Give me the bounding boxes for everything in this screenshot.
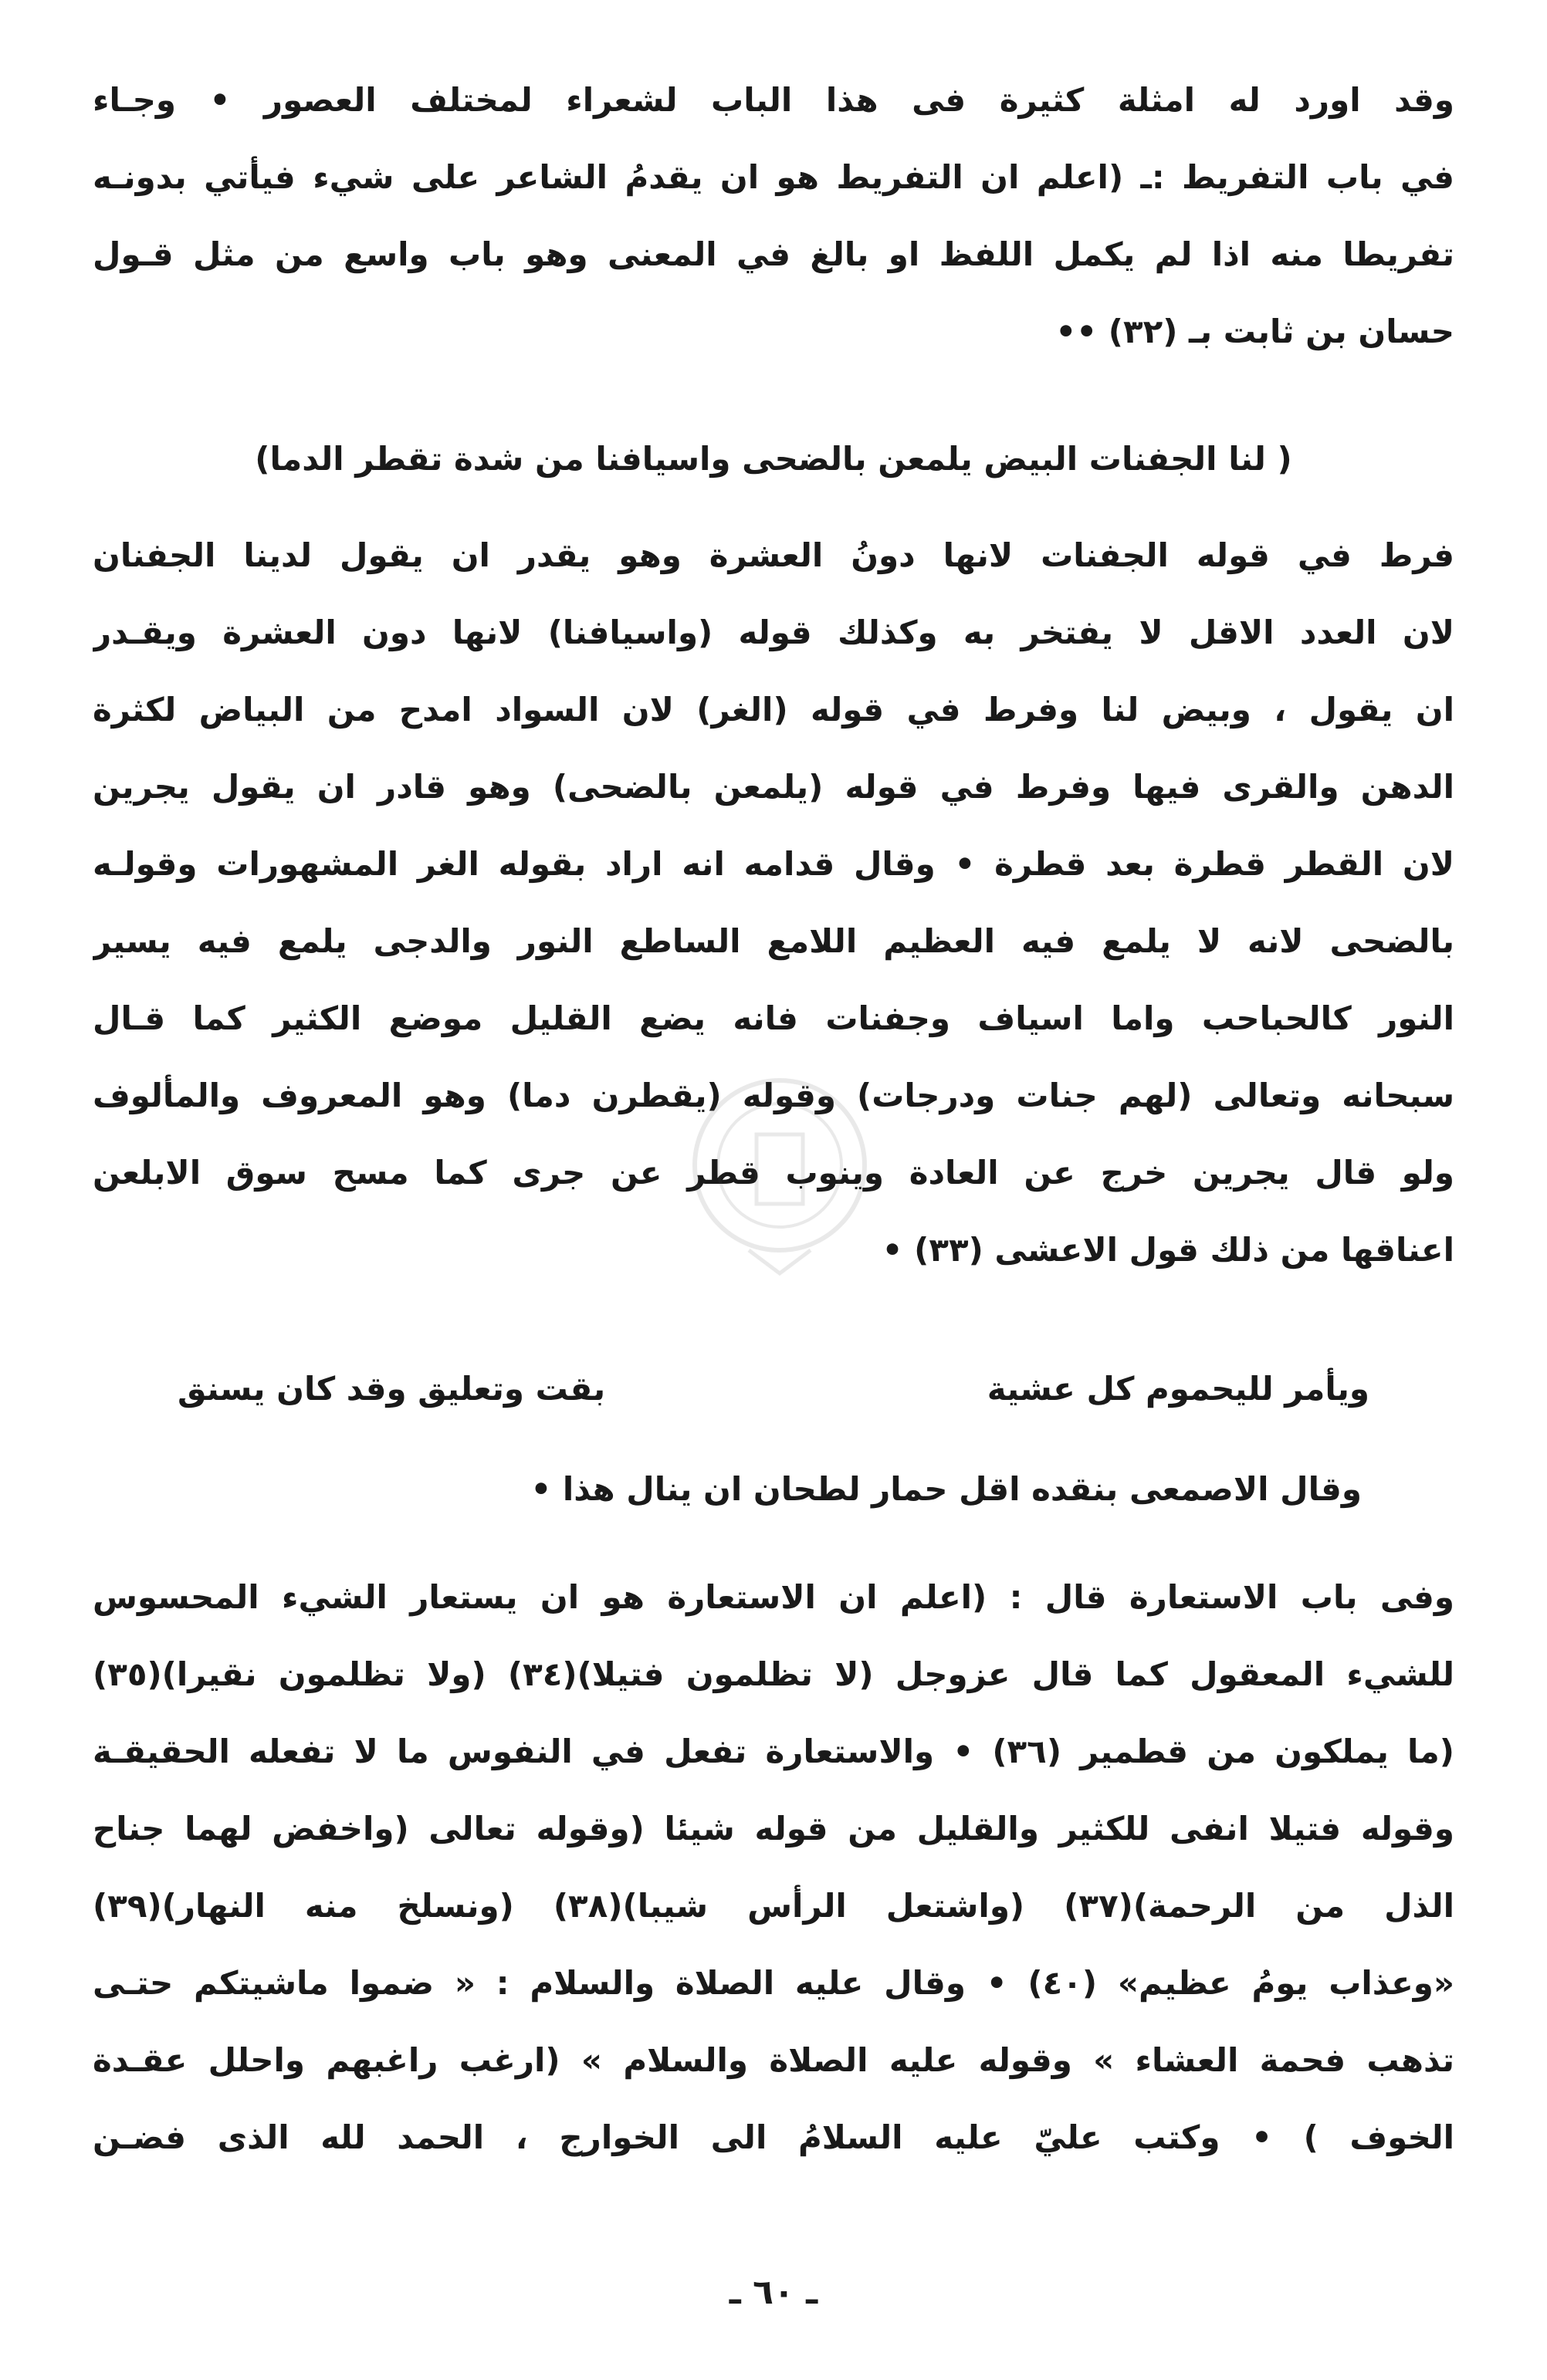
text-line: حسان بن ثابت بـ (٣٢) •• bbox=[1055, 313, 1454, 350]
text-line: الذل من الرحمة)(٣٧) (واشتعل الرأس شيبا)(٣٨) (ونسلخ منه النهار)(٣٩) bbox=[93, 1887, 1454, 1925]
text-line: ولو قال يجرين خرج عن العادة وينوب قطر عن جرى كما مسح سوق الابلعن bbox=[93, 1154, 1454, 1192]
text-line: «وعذاب يومُ عظيم» (٤٠) • وقال عليه الصلاة والسلام : « ضموا ماشيتكم حتـى bbox=[93, 1964, 1454, 2002]
text-line: (ما يملكون من قطمير (٣٦) • والاستعارة تفعل في النفوس ما لا تفعله الحقيقـة bbox=[93, 1733, 1454, 1770]
poem-verse bbox=[178, 1351, 1369, 1428]
text-line: وقوله فتيلا انفى للكثير والقليل من قوله شيئا (وقوله تعالى (واخفض لهما جناح bbox=[93, 1810, 1454, 1848]
watermark-emblem-icon bbox=[679, 1065, 880, 1281]
paragraph-metaphor bbox=[93, 1559, 1454, 2176]
text-line: وقد اورد له امثلة كثيرة فى هذا الباب لشعراء لمختلف العصور • وجـاء bbox=[93, 81, 1454, 119]
text-line: وفى باب الاستعارة قال : (اعلم ان الاستعارة هو ان يستعار الشيء المحسوس bbox=[93, 1578, 1454, 1616]
text-line: لان القطر قطرة بعد قطرة • وقال قدامه انه اراد بقوله الغر المشهورات وقولـه bbox=[93, 845, 1454, 883]
page-number: ـ ٦٠ ـ bbox=[729, 2273, 818, 2312]
text-line: تفريطا منه اذا لم يكمل اللفظ او بالغ في المعنى وهو باب واسع من مثل قـول bbox=[93, 235, 1454, 273]
text-line: النور كالحباحب واما اسياف وجفنات فانه يضع القليل موضع الكثير كما قـال bbox=[93, 999, 1454, 1037]
text-line: اعناقها من ذلك قول الاعشى (٣٣) • bbox=[882, 1231, 1454, 1269]
verse-second-hemistich: بقت وتعليق وقد كان يسنق bbox=[178, 1370, 606, 1408]
text-line: للشيء المعقول كما قال عزوجل (لا تظلمون فتيلا)(٣٤) (ولا تظلمون نقيرا)(٣٥) bbox=[93, 1655, 1454, 1693]
text-line: الخوف ) • وكتب عليّ عليه السلامُ الى الخوارج ، الحمد لله الذى فضـن bbox=[93, 2118, 1454, 2156]
text-line: لان العدد الاقل لا يفتخر به وكذلك قوله (واسيافنا) لانها دون العشرة ويقـدر bbox=[93, 614, 1454, 651]
text-line: فرط في قوله الجفنات لانها دونُ العشرة وهو يقدر ان يقول لدينا الجفنان bbox=[93, 536, 1454, 574]
text-line: في باب التفريط :ـ (اعلم ان التفريط هو ان يقدمُ الشاعر على شيء فيأتي بدونـه bbox=[93, 158, 1454, 196]
text-line: تذهب فحمة العشاء » وقوله عليه الصلاة والسلام » (ارغب راغبهم واحلل عقـدة bbox=[93, 2041, 1454, 2079]
quoted-verse: ( لنا الجفنات البيض يلمعن بالضحى واسيافنا من شدة تقطر الدما) bbox=[255, 440, 1292, 478]
critic-note: وقال الاصمعى بنقده اقل حمار لطحان ان ينال هذا • bbox=[530, 1470, 1362, 1508]
paragraph-intro bbox=[93, 62, 1454, 370]
text-line: الدهن والقرى فيها وفرط في قوله (يلمعن بالضحى) وهو قادر ان يقول يجرين bbox=[93, 768, 1454, 806]
text-line: ان يقول ، وبيض لنا وفرط في قوله (الغر) لان السواد امدح من البياض لكثرة bbox=[93, 691, 1454, 729]
text-line: بالضحى لانه لا يلمع فيه العظيم اللامع الساطع النور والدجى يلمع فيه يسير bbox=[93, 922, 1454, 960]
verse-first-hemistich: ويأمر لليحموم كل عشية bbox=[987, 1370, 1369, 1408]
text-line: سبحانه وتعالى (لهم جنات ودرجات) وقوله (يقطرن دما) وهو المعروف والمألوف bbox=[93, 1077, 1454, 1114]
